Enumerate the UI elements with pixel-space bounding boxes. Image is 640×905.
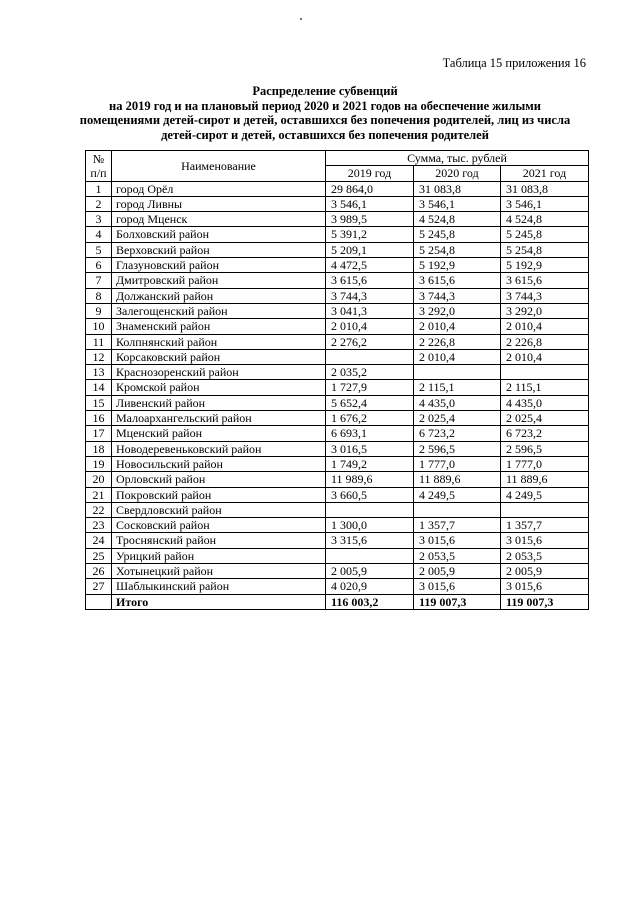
header-row [86, 151, 589, 166]
row-value-2020: 3 744,3 [414, 288, 501, 303]
row-value-2021: 3 015,6 [501, 533, 589, 548]
row-value-2021: 5 254,8 [501, 242, 589, 257]
row-value-2021: 2 596,5 [501, 441, 589, 456]
table-row [86, 380, 589, 395]
table-row [86, 349, 589, 364]
total-value-2019: 116 003,2 [326, 594, 414, 609]
row-value-2020: 2 010,4 [414, 319, 501, 334]
row-value-2019: 3 546,1 [326, 196, 414, 211]
row-name: Урицкий район [112, 548, 326, 563]
table-row [86, 181, 589, 196]
subsidy-table [85, 150, 589, 610]
row-value-2021 [501, 365, 589, 380]
row-number: 24 [86, 533, 112, 548]
row-number: 3 [86, 212, 112, 227]
row-name: Покровский район [112, 487, 326, 502]
table-row [86, 426, 589, 441]
row-value-2021: 5 192,9 [501, 258, 589, 273]
row-name: Свердловский район [112, 502, 326, 517]
row-number: 19 [86, 456, 112, 471]
row-value-2020: 5 245,8 [414, 227, 501, 242]
row-value-2021: 6 723,2 [501, 426, 589, 441]
row-value-2019: 5 391,2 [326, 227, 414, 242]
row-value-2021: 2 025,4 [501, 411, 589, 426]
header-sum: Сумма, тыс. рублей [326, 151, 589, 166]
table-row [86, 242, 589, 257]
row-value-2019: 6 693,1 [326, 426, 414, 441]
row-value-2021: 1 357,7 [501, 518, 589, 533]
title-line: помещениями детей-сирот и детей, оставшихся без попечения родителей, лиц из числа [79, 113, 571, 127]
row-value-2020: 6 723,2 [414, 426, 501, 441]
header-year-2020: 2020 год [414, 166, 501, 181]
total-value-2020: 119 007,3 [414, 594, 501, 609]
row-value-2019: 3 989,5 [326, 212, 414, 227]
total-number [86, 594, 112, 609]
row-name: Новосильский район [112, 456, 326, 471]
row-value-2020 [414, 365, 501, 380]
table-row [86, 533, 589, 548]
row-name: Залегощенский район [112, 303, 326, 318]
row-value-2020: 5 192,9 [414, 258, 501, 273]
scan-dot [300, 18, 302, 20]
row-value-2020: 5 254,8 [414, 242, 501, 257]
row-name: Малоархангельский район [112, 411, 326, 426]
row-value-2021: 2 226,8 [501, 334, 589, 349]
row-value-2019: 3 016,5 [326, 441, 414, 456]
row-name: Новодеревеньковский район [112, 441, 326, 456]
row-value-2021: 2 053,5 [501, 548, 589, 563]
row-value-2021: 5 245,8 [501, 227, 589, 242]
row-name: город Мценск [112, 212, 326, 227]
row-value-2019: 5 209,1 [326, 242, 414, 257]
row-name: Кромской район [112, 380, 326, 395]
row-value-2021: 2 010,4 [501, 349, 589, 364]
row-number: 11 [86, 334, 112, 349]
row-value-2019: 2 005,9 [326, 564, 414, 579]
row-name: Верховский район [112, 242, 326, 257]
total-value-2021: 119 007,3 [501, 594, 589, 609]
row-value-2020: 1 777,0 [414, 456, 501, 471]
row-value-2020: 3 546,1 [414, 196, 501, 211]
row-value-2021: 3 546,1 [501, 196, 589, 211]
row-name: Мценский район [112, 426, 326, 441]
row-number: 16 [86, 411, 112, 426]
row-name: Ливенский район [112, 395, 326, 410]
row-name: Троснянский район [112, 533, 326, 548]
table-row [86, 196, 589, 211]
row-value-2020: 4 249,5 [414, 487, 501, 502]
appendix-label: Таблица 15 приложения 16 [442, 56, 586, 70]
table-row [86, 334, 589, 349]
row-value-2019: 3 315,6 [326, 533, 414, 548]
total-label: Итого [112, 594, 326, 609]
table-row [86, 365, 589, 380]
row-value-2021: 4 435,0 [501, 395, 589, 410]
row-number: 15 [86, 395, 112, 410]
header-year-2019: 2019 год [326, 166, 414, 181]
row-number: 17 [86, 426, 112, 441]
row-value-2019: 2 010,4 [326, 319, 414, 334]
row-number: 9 [86, 303, 112, 318]
row-value-2020: 2 010,4 [414, 349, 501, 364]
table-row [86, 212, 589, 227]
row-value-2019: 5 652,4 [326, 395, 414, 410]
table-row [86, 487, 589, 502]
header-number-symbol: № [92, 151, 105, 166]
row-value-2020: 2 053,5 [414, 548, 501, 563]
row-value-2019: 3 041,3 [326, 303, 414, 318]
row-name: город Орёл [112, 181, 326, 196]
row-value-2020: 4 524,8 [414, 212, 501, 227]
table-row [86, 227, 589, 242]
table-row [86, 319, 589, 334]
row-value-2019: 29 864,0 [326, 181, 414, 196]
row-value-2020: 3 292,0 [414, 303, 501, 318]
row-value-2020: 3 615,6 [414, 273, 501, 288]
row-value-2020: 2 226,8 [414, 334, 501, 349]
row-number: 27 [86, 579, 112, 594]
row-value-2021: 3 015,6 [501, 579, 589, 594]
table-row [86, 288, 589, 303]
row-value-2021: 4 524,8 [501, 212, 589, 227]
table-row [86, 441, 589, 456]
row-number: 6 [86, 258, 112, 273]
row-value-2021: 3 744,3 [501, 288, 589, 303]
row-value-2021: 4 249,5 [501, 487, 589, 502]
total-row [86, 594, 589, 609]
row-name: Глазуновский район [112, 258, 326, 273]
row-number: 18 [86, 441, 112, 456]
row-name: Орловский район [112, 472, 326, 487]
header-number [86, 151, 112, 182]
row-value-2020: 2 596,5 [414, 441, 501, 456]
row-value-2020: 3 015,6 [414, 533, 501, 548]
header-year-2021: 2021 год [501, 166, 589, 181]
row-value-2019: 2 035,2 [326, 365, 414, 380]
row-value-2019: 11 989,6 [326, 472, 414, 487]
row-number: 14 [86, 380, 112, 395]
row-number: 22 [86, 502, 112, 517]
row-value-2021: 2 010,4 [501, 319, 589, 334]
row-name: Шаблыкинский район [112, 579, 326, 594]
row-value-2020 [414, 502, 501, 517]
row-value-2020: 2 005,9 [414, 564, 501, 579]
row-value-2019 [326, 349, 414, 364]
row-value-2019: 2 276,2 [326, 334, 414, 349]
row-number: 5 [86, 242, 112, 257]
row-name: город Ливны [112, 196, 326, 211]
table-row [86, 548, 589, 563]
title-line: Распределение субвенций [252, 84, 398, 98]
row-name: Хотынецкий район [112, 564, 326, 579]
row-value-2020: 11 889,6 [414, 472, 501, 487]
row-value-2019: 1 727,9 [326, 380, 414, 395]
row-value-2020: 2 025,4 [414, 411, 501, 426]
row-number: 4 [86, 227, 112, 242]
row-number: 1 [86, 181, 112, 196]
table-row [86, 273, 589, 288]
table-row [86, 518, 589, 533]
row-value-2020: 2 115,1 [414, 380, 501, 395]
table-row [86, 411, 589, 426]
table-row [86, 456, 589, 471]
row-value-2020: 31 083,8 [414, 181, 501, 196]
table-row [86, 564, 589, 579]
row-value-2021: 3 615,6 [501, 273, 589, 288]
row-value-2021: 3 292,0 [501, 303, 589, 318]
table-row [86, 472, 589, 487]
row-value-2019: 1 676,2 [326, 411, 414, 426]
header-name: Наименование [112, 151, 326, 182]
table-row [86, 502, 589, 517]
row-name: Колпнянский район [112, 334, 326, 349]
row-number: 13 [86, 365, 112, 380]
title-line: на 2019 год и на плановый период 2020 и 2021 годов на обеспечение жилыми [109, 98, 541, 113]
row-name: Знаменский район [112, 319, 326, 334]
row-value-2019: 3 744,3 [326, 288, 414, 303]
row-value-2021: 11 889,6 [501, 472, 589, 487]
table-row [86, 395, 589, 410]
row-value-2021: 2 005,9 [501, 564, 589, 579]
row-number: 12 [86, 349, 112, 364]
header-number-abbr: п/п [90, 165, 107, 180]
row-value-2021: 31 083,8 [501, 181, 589, 196]
row-number: 8 [86, 288, 112, 303]
row-name: Должанский район [112, 288, 326, 303]
row-number: 10 [86, 319, 112, 334]
row-value-2020: 1 357,7 [414, 518, 501, 533]
row-value-2019: 1 749,2 [326, 456, 414, 471]
row-value-2019: 4 020,9 [326, 579, 414, 594]
row-number: 25 [86, 548, 112, 563]
row-name: Краснозоренский район [112, 365, 326, 380]
row-number: 23 [86, 518, 112, 533]
row-number: 21 [86, 487, 112, 502]
row-value-2021 [501, 502, 589, 517]
document-title [60, 84, 590, 142]
row-value-2019 [326, 502, 414, 517]
row-value-2021: 2 115,1 [501, 380, 589, 395]
row-name: Сосковский район [112, 518, 326, 533]
row-number: 20 [86, 472, 112, 487]
table-row [86, 579, 589, 594]
row-name: Дмитровский район [112, 273, 326, 288]
table-row [86, 258, 589, 273]
row-value-2019: 4 472,5 [326, 258, 414, 273]
title-line: детей-сирот и детей, оставшихся без попечения родителей [161, 127, 489, 142]
row-value-2021: 1 777,0 [501, 456, 589, 471]
row-value-2019: 3 615,6 [326, 273, 414, 288]
row-value-2019: 3 660,5 [326, 487, 414, 502]
row-value-2019: 1 300,0 [326, 518, 414, 533]
row-value-2020: 3 015,6 [414, 579, 501, 594]
row-value-2020: 4 435,0 [414, 395, 501, 410]
table-row [86, 303, 589, 318]
row-number: 26 [86, 564, 112, 579]
row-number: 2 [86, 196, 112, 211]
row-number: 7 [86, 273, 112, 288]
row-name: Корсаковский район [112, 349, 326, 364]
row-value-2019 [326, 548, 414, 563]
row-name: Болховский район [112, 227, 326, 242]
